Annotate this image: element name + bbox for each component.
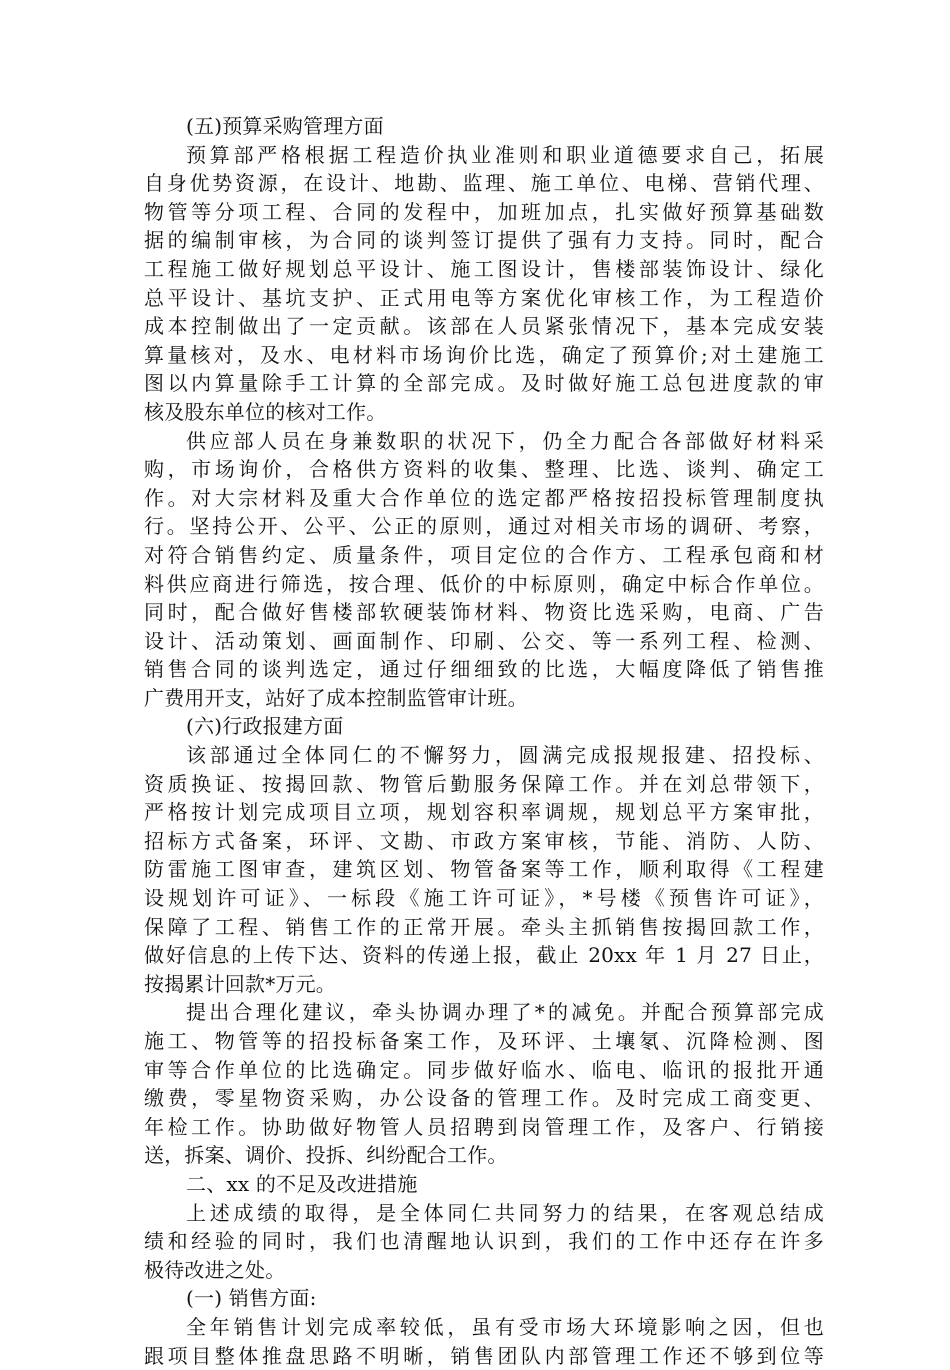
document-line: 对符合销售约定、质量条件，项目定位的合作方、工程承包商和材 xyxy=(144,542,824,567)
document-line: 工程施工做好规划总平设计、施工图设计，售楼部装饰设计、绿化 xyxy=(144,256,824,281)
document-line: 缴费，零星物资采购，办公设备的管理工作。及时完成工商变更、 xyxy=(144,1086,824,1111)
document-line: 全年销售计划完成率较低，虽有受市场大环境影响之因，但也 xyxy=(186,1314,824,1339)
document-line: 保障了工程、销售工作的正常开展。牵头主抓销售按揭回款工作， xyxy=(144,914,824,939)
document-line: 审等合作单位的比选确定。同步做好临水、临电、临讯的报批开通 xyxy=(144,1057,824,1082)
document-line: 算量核对，及水、电材料市场询价比选，确定了预算价;对土建施工 xyxy=(144,342,824,367)
document-line: 极待改进之处。 xyxy=(144,1257,286,1282)
document-line: (五)预算采购管理方面 xyxy=(186,114,384,138)
document-line: 防雷施工图审查，建筑区划、物管备案等工作，顺利取得《工程建 xyxy=(144,857,824,882)
document-line: 上述成绩的取得，是全体同仁共同努力的结果，在客观总结成 xyxy=(186,1200,824,1225)
document-body xyxy=(144,112,824,1370)
document-line: 绩和经验的同时，我们也清醒地认识到，我们的工作中还存在许多 xyxy=(144,1229,824,1254)
document-line: 自身优势资源，在设计、地勘、监理、施工单位、电梯、营销代理、 xyxy=(144,171,824,196)
document-line: 成本控制做出了一定贡献。该部在人员紧张情况下，基本完成安装 xyxy=(144,314,824,339)
document-line: 销售合同的谈判选定，通过仔细细致的比选，大幅度降低了销售推 xyxy=(144,657,824,682)
document-line: 做好信息的上传下达、资料的传递上报，截止 20xx 年 1 月 27 日止， xyxy=(144,943,824,968)
document-line: 施工、物管等的招投标备案工作，及环评、土壤氡、沉降检测、图 xyxy=(144,1029,824,1053)
document-line: 料供应商进行筛选，按合理、低价的中标原则，确定中标合作单位。 xyxy=(144,571,824,596)
document-line: 跟项目整体推盘思路不明晰，销售团队内部管理工作还不够到位等 xyxy=(144,1343,824,1368)
document-line: 作。对大宗材料及重大合作单位的选定都严格按招投标管理制度执 xyxy=(144,485,824,510)
document-line: 资质换证、按揭回款、物管后勤服务保障工作。并在刘总带领下， xyxy=(144,771,824,796)
document-line: (六)行政报建方面 xyxy=(186,714,344,739)
document-line: 物管等分项工程、合同的发程中，加班加点，扎实做好预算基础数 xyxy=(144,199,824,224)
document-line: 设计、活动策划、画面制作、印刷、公交、等一系列工程、检测、 xyxy=(144,628,824,653)
document-line: 该部通过全体同仁的不懈努力，圆满完成报规报建、招投标、 xyxy=(186,743,824,768)
document-line: 购，市场询价，合格供方资料的收集、整理、比选、谈判、确定工 xyxy=(144,457,824,482)
document-line: 据的编制审核，为合同的谈判签订提供了强有力支持。同时，配合 xyxy=(144,228,824,253)
document-line: 同时，配合做好售楼部软硬装饰材料、物资比选采购，电商、广告 xyxy=(144,600,824,625)
document-line: 设规划许可证》、一标段《施工许可证》，*号楼《预售许可证》， xyxy=(144,886,824,911)
document-line: (一) 销售方面: xyxy=(186,1286,317,1311)
document-line: 按揭累计回款*万元。 xyxy=(144,971,336,996)
document-line: 预算部严格根据工程造价执业准则和职业道德要求自己，拓展 xyxy=(186,142,824,167)
document-line: 严格按计划完成项目立项，规划容积率调规，规划总平方案审批， xyxy=(144,800,824,825)
document-line: 行。坚持公开、公平、公正的原则，通过对相关市场的调研、考察， xyxy=(144,514,824,539)
document-line: 招标方式备案，环评、文勘、市政方案审核，节能、消防、人防、 xyxy=(144,828,824,853)
document-line: 核及股东单位的核对工作。 xyxy=(144,399,387,424)
document-line: 送，拆案、调价、投拆、纠纷配合工作。 xyxy=(144,1143,508,1168)
document-line: 年检工作。协助做好物管人员招聘到岗管理工作，及客户、行销接 xyxy=(144,1114,824,1139)
document-line: 广费用开支，站好了成本控制监管审计班。 xyxy=(144,685,528,710)
document-line: 总平设计、基坑支护、正式用电等方案优化审核工作，为工程造价 xyxy=(144,285,824,310)
document-line: 二、xx 的不足及改进措施 xyxy=(186,1171,418,1196)
document-line: 图以内算量除手工计算的全部完成。及时做好施工总包进度款的审 xyxy=(144,371,824,396)
document-line: 提出合理化建议，牵头协调办理了*的减免。并配合预算部完成 xyxy=(186,1000,824,1025)
document-line: 供应部人员在身兼数职的状况下，仍全力配合各部做好材料采 xyxy=(186,428,824,453)
